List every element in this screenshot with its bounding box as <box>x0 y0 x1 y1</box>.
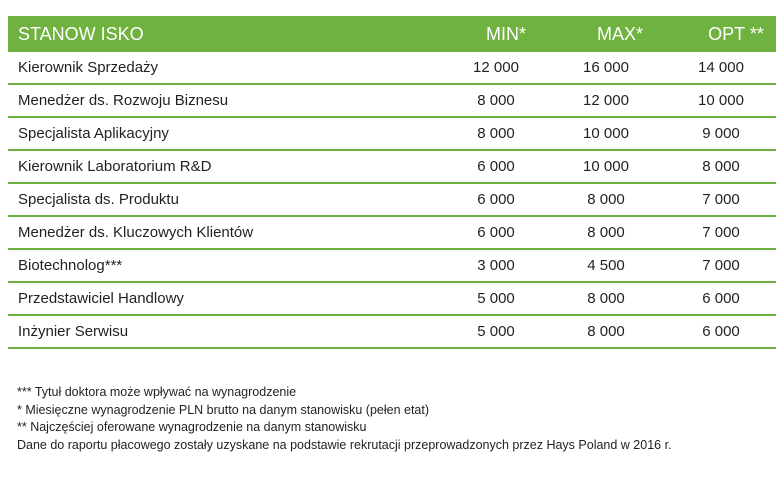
cell-min: 12 000 <box>473 59 519 76</box>
table-row <box>8 250 776 283</box>
cell-opt: 7 000 <box>702 191 740 208</box>
cell-max: 8 000 <box>587 224 625 241</box>
cell-max: 4 500 <box>587 257 625 274</box>
cell-min: 6 000 <box>477 224 515 241</box>
cell-opt: 9 000 <box>702 125 740 142</box>
cell-min: 6 000 <box>477 158 515 175</box>
table-row <box>8 283 776 316</box>
cell-opt: 6 000 <box>702 290 740 307</box>
cell-position: Specjalista ds. Produktu <box>18 191 179 208</box>
table-body <box>8 52 776 349</box>
salary-table <box>8 16 776 349</box>
footnote: * Miesięczne wynagrodzenie PLN brutto na danym stanowisku (pełen etat) <box>17 402 430 417</box>
cell-min: 5 000 <box>477 290 515 307</box>
cell-max: 10 000 <box>583 125 629 142</box>
table-row <box>8 184 776 217</box>
footnote: ** Najczęściej oferowane wynagrodzenie na danym stanowisku <box>17 420 367 434</box>
table-row <box>8 52 776 85</box>
cell-max: 12 000 <box>583 92 629 109</box>
cell-max: 8 000 <box>587 290 625 307</box>
cell-position: Inżynier Serwisu <box>18 323 129 340</box>
table-row <box>8 151 776 184</box>
cell-position: Menedżer ds. Kluczowych Klientów <box>18 224 254 241</box>
cell-position: Przedstawiciel Handlowy <box>18 290 184 307</box>
cell-max: 8 000 <box>587 191 625 208</box>
cell-position: Biotechnolog*** <box>18 257 123 274</box>
header-position: STANOW ISKO <box>18 24 144 44</box>
cell-position: Kierownik Sprzedaży <box>18 59 159 76</box>
header-min: MIN* <box>486 24 526 44</box>
footnotes <box>17 384 672 454</box>
cell-position: Kierownik Laboratorium R&D <box>18 158 212 175</box>
cell-opt: 7 000 <box>702 257 740 274</box>
table-row <box>8 217 776 250</box>
header-opt: OPT ** <box>708 24 764 44</box>
footnote: Dane do raportu płacowego zostały uzyskane na podstawie rekrutacji przeprowadzonych przez Hays Poland w 2016 r. <box>17 437 672 452</box>
cell-position: Menedżer ds. Rozwoju Biznesu <box>18 92 229 109</box>
cell-position: Specjalista Aplikacyjny <box>18 125 169 142</box>
cell-max: 16 000 <box>583 59 629 76</box>
cell-opt: 6 000 <box>702 323 740 340</box>
table-header <box>8 16 776 52</box>
cell-min: 6 000 <box>477 191 515 208</box>
cell-opt: 10 000 <box>698 92 744 109</box>
cell-max: 10 000 <box>583 158 629 175</box>
header-max: MAX* <box>596 24 643 44</box>
cell-min: 8 000 <box>477 125 515 142</box>
cell-max: 8 000 <box>587 323 625 340</box>
table-row <box>8 118 776 151</box>
cell-opt: 7 000 <box>702 224 740 241</box>
cell-opt: 14 000 <box>698 59 744 76</box>
table-row <box>8 316 776 349</box>
cell-min: 8 000 <box>477 92 515 109</box>
footnote: *** Tytuł doktora może wpływać na wynagrodzenie <box>17 385 297 399</box>
table-row <box>8 85 776 118</box>
cell-min: 3 000 <box>477 257 515 274</box>
cell-opt: 8 000 <box>702 158 740 175</box>
cell-min: 5 000 <box>477 323 515 340</box>
